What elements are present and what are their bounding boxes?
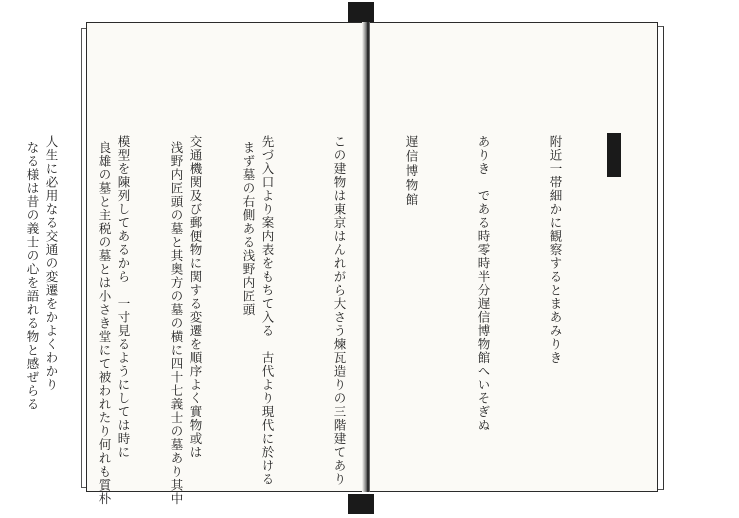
- text-line: 模型を陳列してあるから 一寸見るようにしては時に: [116, 135, 131, 459]
- binding-tab-bottom: [348, 494, 374, 514]
- text-line: この建物は東京はんれがら大さう煉瓦造りの三階建てあり: [332, 135, 347, 486]
- text-line: 交通機関及び郵便物に関する変遷を順序よく實物或は: [188, 135, 203, 459]
- page-edge-right: [658, 26, 664, 490]
- text-line: なる様は昔の義士の心を語れる物と感ぜらる: [25, 141, 40, 411]
- binding-tab-top: [348, 2, 374, 24]
- text-line: 先づ入口より案内表をもちて入る 古代より現代に於ける: [260, 135, 275, 486]
- text-line: 附近一帯細かに観察するとまあみりき: [548, 135, 563, 365]
- open-book: [25, 16, 658, 506]
- right-page-text: [0, 135, 615, 506]
- section-heading: 遅信博物館: [404, 135, 419, 208]
- text-line: まず墓の右側ある浅野内匠頭: [241, 141, 256, 317]
- text-line: ありき である時零時半分遅信博物館へいそぎぬ: [476, 135, 491, 432]
- text-line: 良雄の墓と主税の墓とは小さき堂にて被われたり何れも質朴: [97, 141, 112, 506]
- text-line: 人生に必用なる交通の変遷をかよくわかり: [44, 135, 59, 392]
- text-line: 浅野内匠頭の墓と其奥方の墓の横に四十七義士の墓あり其中: [169, 141, 184, 506]
